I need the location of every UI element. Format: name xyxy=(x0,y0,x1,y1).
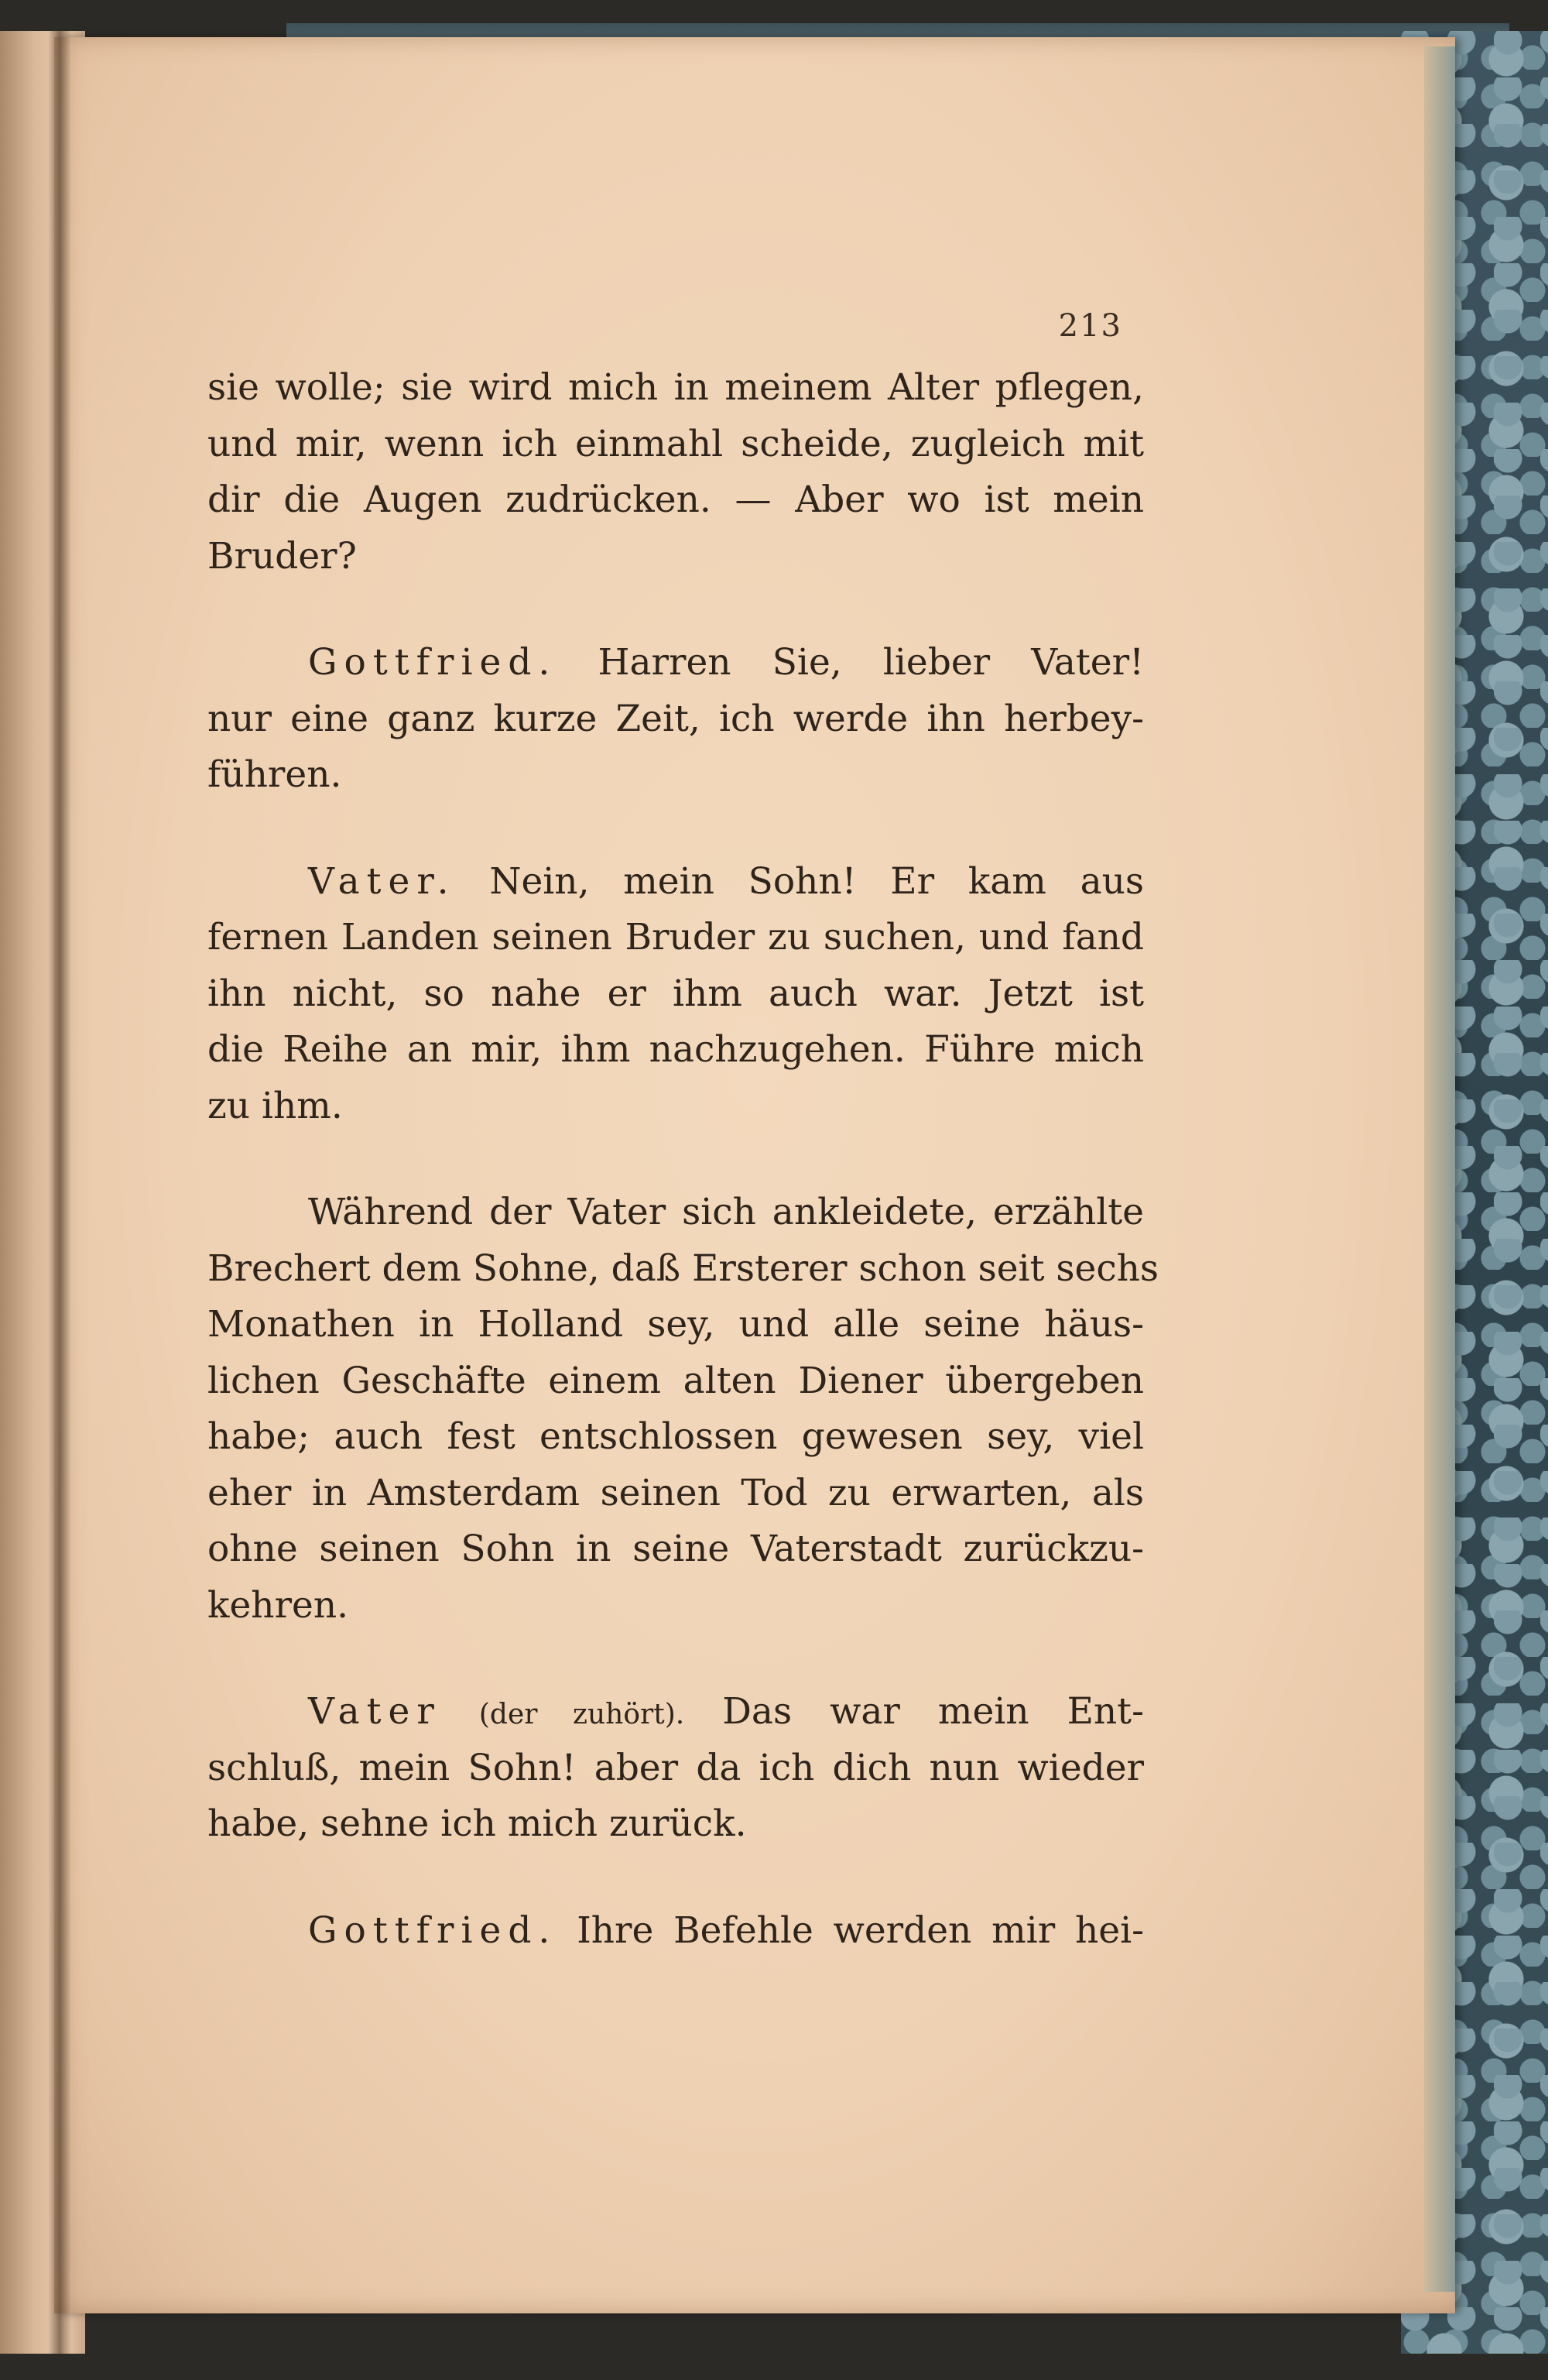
text-line: zu ihm. xyxy=(207,1084,343,1127)
text-line: eher in Amsterdam seinen Tod zu erwarten, als xyxy=(207,1471,1144,1514)
text-line: Monathen in Holland sey, und alle seine häus- xyxy=(207,1303,1144,1346)
dialogue-line xyxy=(207,635,1144,691)
text-line: schluß, mein Sohn! aber da ich dich nun wieder xyxy=(207,1746,1144,1789)
page-number: 213 xyxy=(1058,308,1122,344)
dialogue-line xyxy=(207,1684,1144,1740)
text-line: die Reihe an mir, ihm nachzugehen. Führe mich xyxy=(207,1028,1144,1071)
stage-direction: (der zuhört). xyxy=(478,1699,685,1730)
text-line: ohne seinen Sohn in seine Vaterstadt zurückzu- xyxy=(207,1528,1144,1570)
text-line: fernen Landen seinen Bruder zu suchen, und fand xyxy=(207,916,1144,959)
text-fragment: Nein, mein Sohn! Er kam aus xyxy=(489,859,1144,903)
page-text xyxy=(207,360,1159,1959)
text-line: Während der Vater sich ankleidete, erzählte xyxy=(308,1191,1144,1233)
text-line: habe, sehne ich mich zurück. xyxy=(207,1802,747,1845)
text-fragment: Harren Sie, lieber Vater! xyxy=(598,641,1144,684)
text-line: nur eine ganz kurze Zeit, ich werde ihn herbey- xyxy=(207,697,1144,740)
book-gutter xyxy=(48,31,71,2354)
text-line: Brechert dem Sohne, daß Ersterer schon seit sechs xyxy=(207,1247,1159,1290)
dialogue-line xyxy=(207,1903,1144,1960)
text-line: ihn nicht, so nahe er ihm auch war. Jetzt ist xyxy=(207,972,1144,1015)
text-line: habe; auch fest entschlossen gewesen sey, viel xyxy=(207,1415,1144,1458)
speaker-name: Gottfried. xyxy=(308,641,557,684)
text-fragment: Das war mein Ent- xyxy=(722,1690,1144,1733)
text-line: kehren. xyxy=(207,1583,349,1627)
dialogue-line xyxy=(207,854,1144,911)
text-line: und mir, wenn ich einmahl scheide, zugleich mit xyxy=(207,422,1144,465)
text-line: sie wolle; sie wird mich in meinem Alter pflegen, xyxy=(207,366,1144,409)
speaker-name: Gottfried. xyxy=(308,1908,557,1952)
text-line: dir die Augen zudrücken. — Aber wo ist mein xyxy=(207,478,1144,521)
text-line: führen. xyxy=(207,753,342,796)
text-line: Bruder? xyxy=(207,534,357,578)
speaker-name: Vater xyxy=(308,1690,441,1733)
page-fore-edge xyxy=(1424,46,1455,2292)
text-line: lichen Geschäfte einem alten Diener übergeben xyxy=(207,1359,1144,1402)
speaker-name: Vater. xyxy=(308,859,456,903)
text-fragment: Ihre Befehle werden mir hei- xyxy=(577,1908,1144,1952)
